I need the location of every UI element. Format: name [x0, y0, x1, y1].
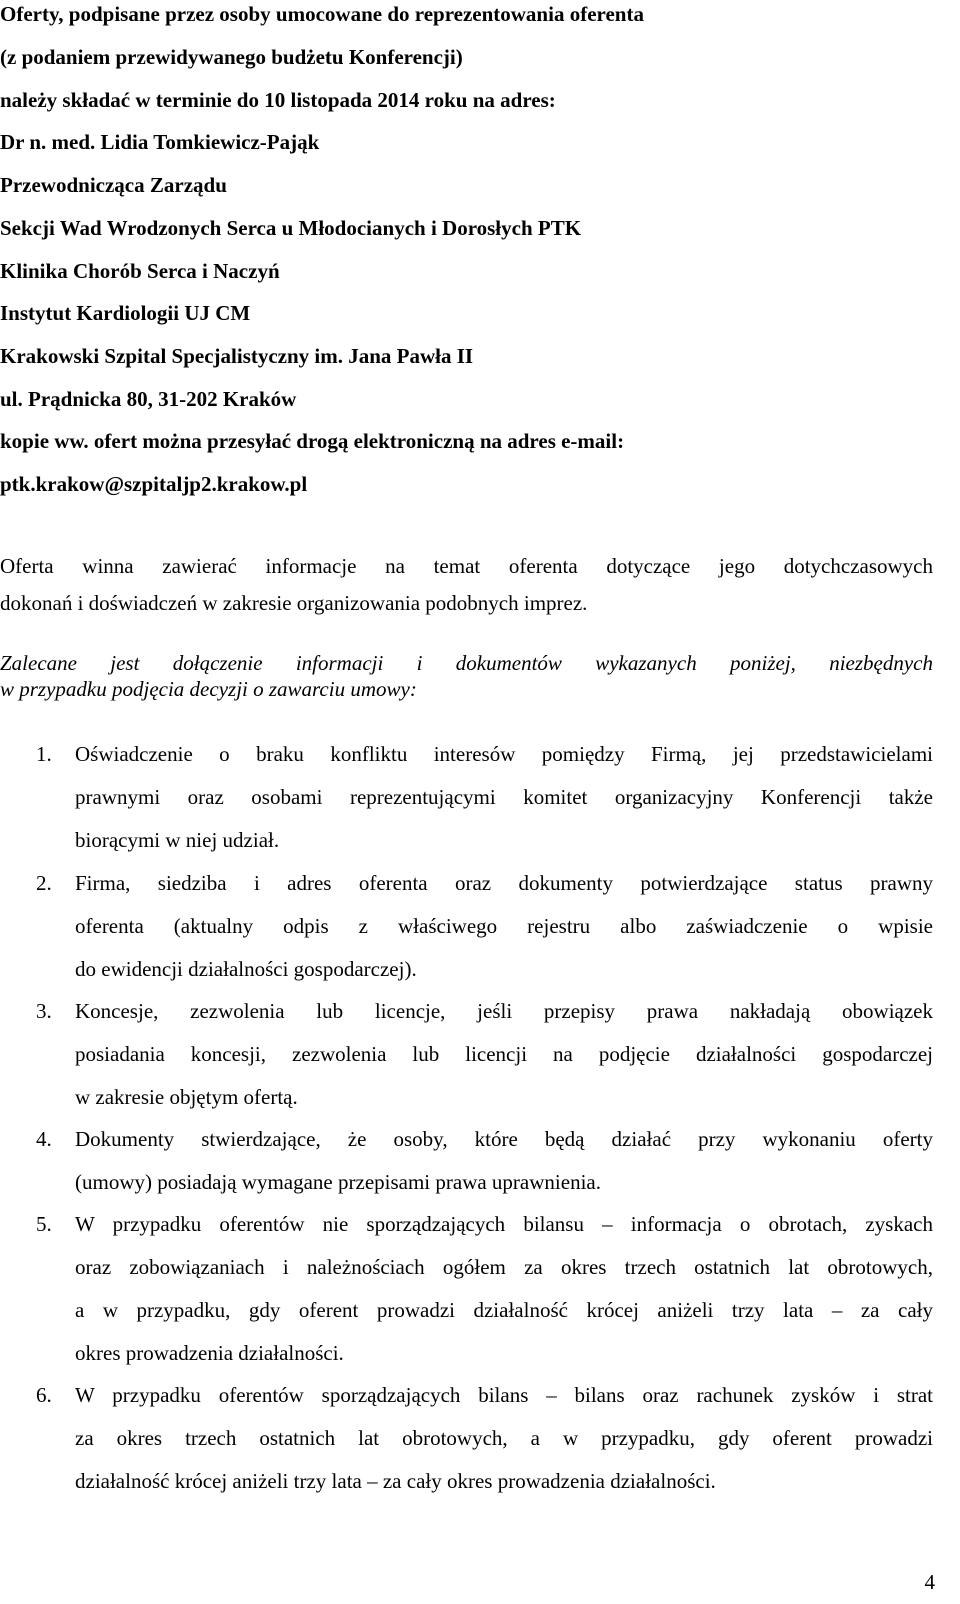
list-item-number: 5. — [36, 1212, 52, 1236]
list-item-text — [75, 1214, 933, 1364]
page-number: 4 — [924, 1570, 935, 1594]
list-line: Firma, siedziba i adres oferenta oraz dokumenty potwierdzające status prawny — [75, 871, 933, 895]
list-item-number: 2. — [36, 871, 52, 895]
list-item-number: 4. — [36, 1127, 52, 1151]
list-line: okres prowadzenia działalności. — [75, 1341, 344, 1365]
list-line: W przypadku oferentów nie sporządzających bilansu – informacja o obrotach, zyskach — [75, 1212, 933, 1236]
list-line: oferenta (aktualny odpis z właściwego rejestru albo zaświadczenie o wpisie — [75, 914, 933, 938]
list-item-number: 6. — [36, 1383, 52, 1407]
list-item-text — [75, 1001, 933, 1108]
paragraph-line: Oferta winna zawierać informacje na temat oferenta dotyczące jego dotychczasowych — [0, 554, 933, 578]
header-line-6: Sekcji Wad Wrodzonych Serca u Młodocianych i Dorosłych PTK — [0, 216, 582, 240]
list-line: W przypadku oferentów sporządzających bilans – bilans oraz rachunek zysków i strat — [75, 1383, 933, 1407]
list-item-text — [75, 873, 933, 980]
list-line: Oświadczenie o braku konfliktu interesów pomiędzy Firmą, jej przedstawicielami — [75, 742, 933, 766]
list-item-number: 3. — [36, 999, 52, 1023]
paragraph-recommended-docs — [0, 653, 933, 700]
paragraph-line: Zalecane jest dołączenie informacji i dokumentów wykazanych poniżej, niezbędnych — [0, 651, 933, 675]
header-line-10: ul. Prądnicka 80, 31-202 Kraków — [0, 387, 297, 411]
list-item-number: 1. — [36, 742, 52, 766]
list-line: prawnymi oraz osobami reprezentującymi komitet organizacyjny Konferencji także — [75, 785, 933, 809]
header-line-2: (z podaniem przewidywanego budżetu Konferencji) — [0, 45, 463, 69]
list-line: oraz zobowiązaniach i należnościach ogółem za okres trzech ostatnich lat obrotowych, — [75, 1255, 933, 1279]
list-item-text — [75, 1385, 933, 1492]
list-line: a w przypadku, gdy oferent prowadzi działalność krócej aniżeli trzy lata – za cały — [75, 1298, 933, 1322]
list-item-text — [75, 744, 933, 851]
list-line: posiadania koncesji, zezwolenia lub licencji na podjęcie działalności gospodarczej — [75, 1042, 933, 1066]
header-line-7: Klinika Chorób Serca i Naczyń — [0, 259, 280, 283]
header-line-3: należy składać w terminie do 10 listopada 2014 roku na adres: — [0, 88, 556, 112]
list-line: za okres trzech ostatnich lat obrotowych, a w przypadku, gdy oferent prowadzi — [75, 1426, 933, 1450]
list-line: biorącymi w niej udział. — [75, 828, 280, 852]
paragraph-line: dokonań i doświadczeń w zakresie organizowania podobnych imprez. — [0, 591, 588, 615]
email-address[interactable]: ptk.krakow@szpitaljp2.krakow.pl — [0, 472, 308, 496]
list-line: w zakresie objętym ofertą. — [75, 1085, 298, 1109]
paragraph-line: w przypadku podjęcia decyzji o zawarciu umowy: — [0, 677, 417, 701]
header-line-9: Krakowski Szpital Specjalistyczny im. Jana Pawła II — [0, 344, 474, 368]
header-line-11: kopie ww. ofert można przesyłać drogą elektroniczną na adres e-mail: — [0, 429, 625, 453]
header-line-5: Przewodnicząca Zarządu — [0, 173, 227, 197]
list-line: działalność krócej aniżeli trzy lata – za cały okres prowadzenia działalności. — [75, 1469, 716, 1493]
paragraph-offer-info — [0, 556, 933, 614]
list-line: Koncesje, zezwolenia lub licencje, jeśli przepisy prawa nakładają obowiązek — [75, 999, 933, 1023]
list-line: Dokumenty stwierdzające, że osoby, które będą działać przy wykonaniu oferty — [75, 1127, 933, 1151]
list-line: (umowy) posiadają wymagane przepisami prawa uprawnienia. — [75, 1170, 601, 1194]
list-line: do ewidencji działalności gospodarczej). — [75, 957, 417, 981]
list-item-text — [75, 1129, 933, 1193]
header-line-1: Oferty, podpisane przez osoby umocowane do reprezentowania oferenta — [0, 2, 644, 26]
header-line-4: Dr n. med. Lidia Tomkiewicz-Pająk — [0, 130, 320, 154]
header-line-8: Instytut Kardiologii UJ CM — [0, 301, 251, 325]
